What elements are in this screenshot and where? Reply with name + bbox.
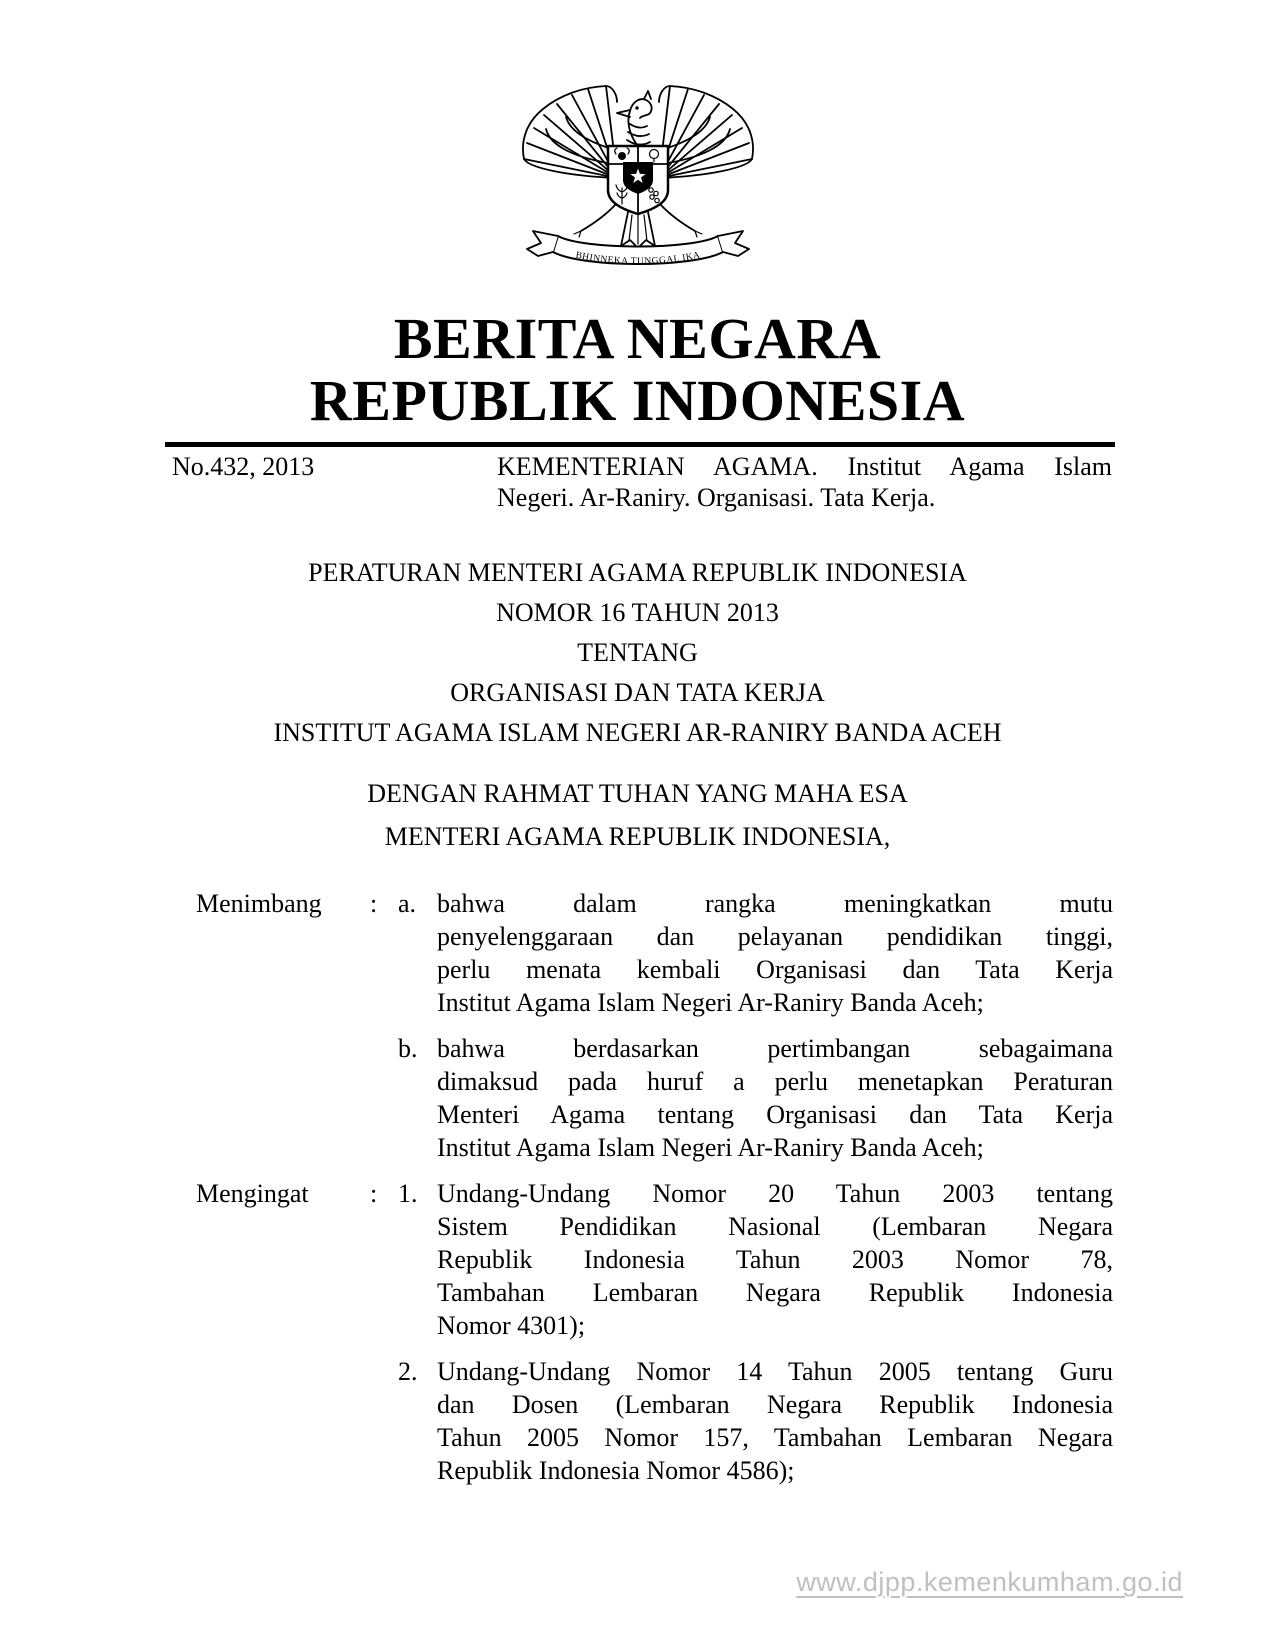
masthead-divider	[165, 442, 1115, 447]
item-marker: b.	[398, 1034, 418, 1063]
motto-text: BHINNEKA TUNGGAL IKA	[574, 250, 701, 267]
clauses	[196, 887, 1113, 1500]
gazette-title-line1: BERITA NEGARA	[393, 306, 882, 371]
text-line: bahwa dalam rangka meningkatkan mutu	[437, 889, 1113, 918]
text-line: Tambahan Lembaran Negara Republik Indonesia	[437, 1278, 1113, 1307]
garuda-pancasila-emblem	[513, 0, 763, 274]
text-line: Nomor 4301);	[437, 1311, 586, 1340]
left-wing-icon	[522, 86, 616, 178]
text-line: Sistem Pendidikan Nasional (Lembaran Negara	[437, 1212, 1113, 1241]
text-line: penyelenggaraan dan pelayanan pendidikan tinggi,	[437, 922, 1113, 951]
clause-label: Mengingat	[196, 1179, 309, 1208]
footer-link[interactable]: www.djpp.kemenkumham.go.id	[796, 1567, 1183, 1597]
menimbang-clause	[196, 887, 1113, 1177]
text-line: Republik Indonesia Tahun 2003 Nomor 78,	[437, 1245, 1113, 1274]
item-text	[437, 1177, 1113, 1342]
list-item	[398, 1177, 1113, 1342]
text-line: Tahun 2005 Nomor 157, Tambahan Lembaran Negara	[437, 1423, 1113, 1452]
right-wing-icon	[659, 86, 753, 178]
item-text	[437, 1355, 1113, 1487]
subject-line: KEMENTERIAN AGAMA. Institut Agama Islam	[497, 452, 1112, 481]
authority-line: MENTERI AGAMA REPUBLIK INDONESIA,	[384, 822, 891, 851]
clause-separator: :	[370, 889, 378, 918]
gazette-subheader	[172, 451, 1112, 513]
text-line: Undang-Undang Nomor 20 Tahun 2003 tentang	[437, 1179, 1113, 1208]
text-line: Institut Agama Islam Negeri Ar-Raniry Banda Aceh;	[437, 988, 984, 1017]
regulation-number-line: NOMOR 16 TAHUN 2013	[496, 598, 779, 627]
text-line: dan Dosen (Lembaran Negara Republik Indonesia	[437, 1390, 1113, 1419]
item-marker: a.	[398, 889, 417, 918]
list-item	[398, 887, 1113, 1019]
regulation-title-block	[0, 553, 1275, 857]
subject-line: Negeri. Ar-Raniry. Organisasi. Tata Kerja.	[497, 483, 936, 512]
text-line: Institut Agama Islam Negeri Ar-Raniry Banda Aceh;	[437, 1133, 984, 1162]
item-marker: 1.	[398, 1179, 418, 1208]
text-line: Undang-Undang Nomor 14 Tahun 2005 tentang Guru	[437, 1357, 1113, 1386]
regulation-subject-line: ORGANISASI DAN TATA KERJA	[450, 678, 825, 707]
gazette-masthead	[0, 308, 1275, 432]
text-line: Menteri Agama tentang Organisasi dan Tata Kerja	[437, 1100, 1113, 1129]
subject-abstract	[497, 451, 1112, 513]
text-line: Republik Indonesia Nomor 4586);	[437, 1456, 795, 1485]
eagle-head-icon	[617, 91, 652, 146]
text-line: perlu menata kembali Organisasi dan Tata Kerja	[437, 955, 1113, 984]
list-item	[398, 1032, 1113, 1164]
item-text	[437, 887, 1113, 1019]
text-line: bahwa berdasarkan pertimbangan sebagaimana	[437, 1034, 1113, 1063]
text-line: dimaksud pada huruf a perlu menetapkan Peraturan	[437, 1067, 1113, 1096]
regulation-institution-line: INSTITUT AGAMA ISLAM NEGERI AR-RANIRY BANDA ACEH	[273, 718, 1002, 747]
item-text	[437, 1032, 1113, 1164]
invocation-line: DENGAN RAHMAT TUHAN YANG MAHA ESA	[367, 779, 908, 808]
clause-separator: :	[370, 1179, 378, 1208]
regulation-tentang-line: TENTANG	[577, 638, 698, 667]
gazette-title-line2: REPUBLIK INDONESIA	[309, 368, 966, 433]
pancasila-shield-icon	[608, 146, 668, 214]
item-marker: 2.	[398, 1357, 418, 1386]
list-item	[398, 1355, 1113, 1487]
regulation-title-line: PERATURAN MENTERI AGAMA REPUBLIK INDONESIA	[308, 558, 967, 587]
mengingat-clause	[196, 1177, 1113, 1500]
issue-number: No.432, 2013	[172, 452, 315, 481]
clause-label: Menimbang	[196, 889, 322, 918]
